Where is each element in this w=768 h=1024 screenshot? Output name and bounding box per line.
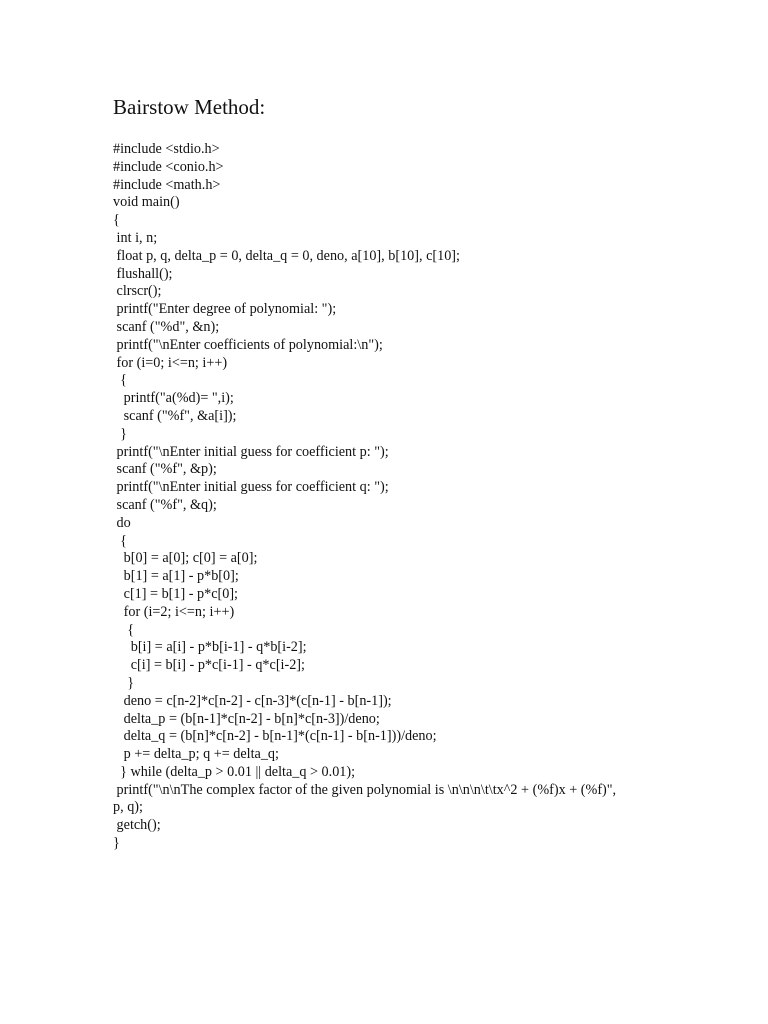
code-line: scanf ("%f", &a[i]);: [113, 407, 237, 424]
code-line: printf("\nEnter initial guess for coefficient q: ");: [113, 479, 389, 496]
code-line: p += delta_p; q += delta_q;: [113, 746, 279, 763]
code-line: clrscr();: [113, 283, 162, 300]
code-line: printf("Enter degree of polynomial: ");: [113, 301, 337, 318]
code-line: scanf ("%d", &n);: [113, 318, 220, 335]
code-line: void main(): [113, 194, 180, 211]
code-line: printf("\nEnter initial guess for coefficient p: ");: [113, 443, 389, 460]
code-line: #include <stdio.h>: [113, 141, 220, 157]
code-line: c[i] = b[i] - p*c[i-1] - q*c[i-2];: [113, 657, 305, 674]
code-line: printf("\nEnter coefficients of polynomial:\n");: [113, 336, 383, 353]
code-line: printf("\n\nThe complex factor of the given polynomial is \n\n\n\t\tx^2 + (%f)x + (%f)",: [113, 781, 617, 798]
code-line: b[0] = a[0]; c[0] = a[0];: [113, 550, 258, 567]
code-line: int i, n;: [113, 229, 158, 246]
code-line: c[1] = b[1] - p*c[0];: [113, 585, 238, 602]
code-line: delta_p = (b[n-1]*c[n-2] - b[n]*c[n-3])/deno;: [113, 710, 380, 727]
code-line: } while (delta_p > 0.01 || delta_q > 0.01);: [113, 763, 356, 780]
code-line: flushall();: [113, 265, 173, 282]
code-line: do: [113, 514, 131, 531]
code-line: float p, q, delta_p = 0, delta_q = 0, deno, a[10], b[10], c[10];: [113, 247, 460, 264]
code-line: {: [113, 372, 127, 389]
code-line: deno = c[n-2]*c[n-2] - c[n-3]*(c[n-1] - b[n-1]);: [113, 692, 392, 709]
code-line: p, q);: [113, 799, 143, 816]
code-listing: [113, 141, 713, 853]
code-line: b[i] = a[i] - p*b[i-1] - q*b[i-2];: [113, 639, 307, 656]
code-line: for (i=2; i<=n; i++): [113, 603, 235, 620]
code-line: getch();: [113, 817, 161, 834]
code-line: }: [113, 674, 134, 691]
code-line: #include <conio.h>: [113, 158, 224, 175]
code-line: scanf ("%f", &q);: [113, 496, 217, 513]
code-line: {: [113, 212, 120, 229]
code-line: for (i=0; i<=n; i++): [113, 354, 228, 371]
document-title: Bairstow Method:: [113, 95, 266, 119]
code-line: {: [113, 621, 134, 638]
code-line: {: [113, 532, 127, 549]
code-line: }: [113, 425, 127, 442]
code-line: scanf ("%f", &p);: [113, 461, 217, 478]
code-line: delta_q = (b[n]*c[n-2] - b[n-1]*(c[n-1] - b[n-1]))/deno;: [113, 728, 437, 745]
code-line: }: [113, 835, 120, 852]
code-line: #include <math.h>: [113, 176, 221, 193]
code-line: b[1] = a[1] - p*b[0];: [113, 568, 239, 585]
code-line: printf("a(%d)= ",i);: [113, 390, 234, 407]
